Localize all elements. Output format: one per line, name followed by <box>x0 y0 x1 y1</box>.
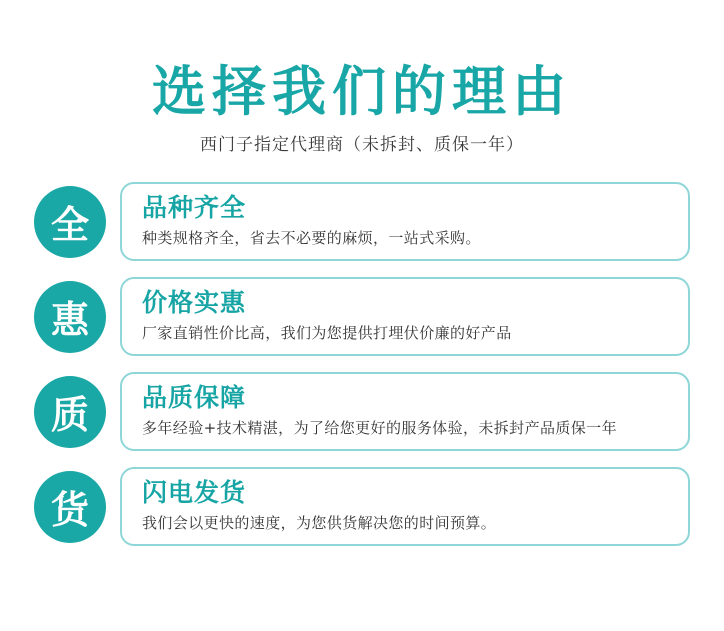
feature-badge-quan: 全 <box>34 186 106 258</box>
feature-list <box>0 182 724 546</box>
feature-description: 种类规格齐全，省去不必要的麻烦，一站式采购。 <box>142 229 481 247</box>
feature-title: 品质保障 <box>142 383 247 412</box>
list-item <box>34 372 690 451</box>
feature-title: 品种齐全 <box>142 193 247 222</box>
feature-description: 厂家直销性价比高，我们为您提供打埋伏价廉的好产品 <box>142 324 512 342</box>
feature-description: 我们会以更快的速度，为您供货解决您的时间预算。 <box>142 514 497 532</box>
feature-card-huo <box>120 467 690 546</box>
feature-card-zhi <box>120 372 690 451</box>
list-item <box>34 182 690 261</box>
list-item <box>34 467 690 546</box>
feature-badge-huo: 货 <box>34 471 106 543</box>
feature-badge-hui: 惠 <box>34 281 106 353</box>
feature-card-quan <box>120 182 690 261</box>
list-item <box>34 277 690 356</box>
feature-card-hui <box>120 277 690 356</box>
feature-title: 闪电发货 <box>142 478 247 507</box>
page-subtitle: 西门子指定代理商（未拆封、质保一年） <box>200 135 524 155</box>
feature-description: 多年经验+技术精湛，为了给您更好的服务体验，未拆封产品质保一年 <box>142 419 617 437</box>
feature-title: 价格实惠 <box>142 288 247 317</box>
banner-header <box>0 0 724 156</box>
page-title: 选择我们的理由 <box>152 59 572 123</box>
feature-badge-zhi: 质 <box>34 376 106 448</box>
